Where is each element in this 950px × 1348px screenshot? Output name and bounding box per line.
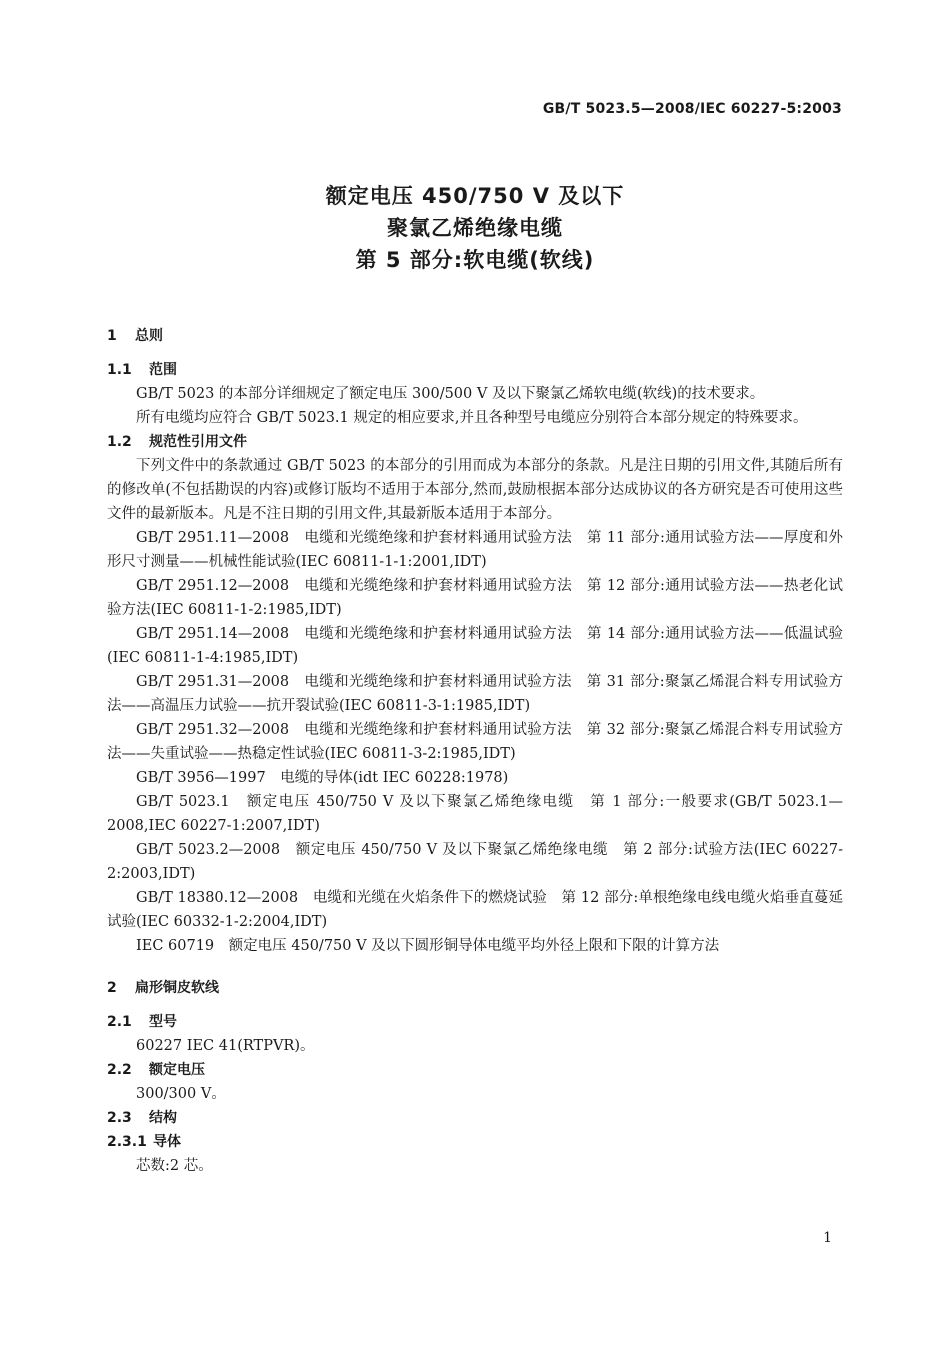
section-1-heading <box>107 324 843 348</box>
reference-item: GB/T 2951.12—2008 电缆和光缆绝缘和护套材料通用试验方法 第 12 部分:通用试验方法——热老化试验方法(IEC 60811-1-2:1985,IDT) <box>107 578 843 618</box>
reference-item: GB/T 2951.31—2008 电缆和光缆绝缘和护套材料通用试验方法 第 31 部分:聚氯乙烯混合料专用试验方法——高温压力试验——抗开裂试验(IEC 60811-3-1:1985,IDT) <box>107 674 843 714</box>
section-number: 1 <box>107 328 117 344</box>
section-title: 导体 <box>153 1134 181 1150</box>
section-number: 2 <box>107 980 117 996</box>
section-title: 范围 <box>149 362 177 378</box>
paragraph: 300/300 V。 <box>136 1086 226 1102</box>
document-body <box>107 320 843 1178</box>
page-number: 1 <box>823 1230 832 1246</box>
standard-code: GB/T 5023.5—2008/IEC 60227-5:2003 <box>542 101 842 117</box>
reference-item: GB/T 5023.1 额定电压 450/750 V 及以下聚氯乙烯绝缘电缆 第 1 部分:一般要求(GB/T 5023.1—2008,IEC 60227-1:2007,IDT) <box>107 794 843 834</box>
section-title: 额定电压 <box>149 1062 205 1078</box>
section-title: 结构 <box>149 1110 177 1126</box>
title-line-2: 聚氯乙烯绝缘电缆 <box>387 216 563 240</box>
section-number: 1.2 <box>107 434 132 450</box>
section-2-2-heading <box>107 1058 843 1082</box>
section-2-heading <box>107 976 843 1000</box>
section-title: 扁形铜皮软线 <box>135 980 219 996</box>
section-1-2-heading <box>107 430 843 454</box>
reference-item: GB/T 2951.11—2008 电缆和光缆绝缘和护套材料通用试验方法 第 11 部分:通用试验方法——厚度和外形尺寸测量——机械性能试验(IEC 60811-1-1:2001,IDT) <box>107 530 843 570</box>
section-2-1-heading <box>107 1010 843 1034</box>
paragraph: 60227 IEC 41(RTPVR)。 <box>136 1038 315 1054</box>
section-title: 规范性引用文件 <box>149 434 247 450</box>
reference-item: GB/T 2951.32—2008 电缆和光缆绝缘和护套材料通用试验方法 第 32 部分:聚氯乙烯混合料专用试验方法——失重试验——热稳定性试验(IEC 60811-3-2:1985,IDT) <box>107 722 843 762</box>
paragraph: 芯数:2 芯。 <box>136 1158 213 1174</box>
section-number: 1.1 <box>107 362 132 378</box>
section-2-3-1-heading <box>107 1130 843 1154</box>
document-title <box>0 180 950 276</box>
paragraph: 所有电缆均应符合 GB/T 5023.1 规定的相应要求,并且各种型号电缆应分别符合本部分规定的特殊要求。 <box>136 410 808 426</box>
section-number: 2.1 <box>107 1014 132 1030</box>
title-line-1: 额定电压 450/750 V 及以下 <box>325 184 625 208</box>
section-1-1-heading <box>107 358 843 382</box>
section-number: 2.3 <box>107 1110 132 1126</box>
reference-item: GB/T 2951.14—2008 电缆和光缆绝缘和护套材料通用试验方法 第 14 部分:通用试验方法——低温试验(IEC 60811-1-4:1985,IDT) <box>107 626 843 666</box>
section-number: 2.3.1 <box>107 1134 147 1150</box>
paragraph: 下列文件中的条款通过 GB/T 5023 的本部分的引用而成为本部分的条款。凡是注日期的引用文件,其随后所有的修改单(不包括勘误的内容)或修订版均不适用于本部分,然而,鼓励根据本部分达成协议的各方研究是否可使用这些文件的最新版本。凡是不注日期的引用文件,其最新版本适用于本部分。 <box>107 458 843 522</box>
section-2-3-heading <box>107 1106 843 1130</box>
section-title: 型号 <box>149 1014 177 1030</box>
reference-item: GB/T 3956—1997 电缆的导体(idt IEC 60228:1978) <box>136 770 509 786</box>
reference-item: GB/T 5023.2—2008 额定电压 450/750 V 及以下聚氯乙烯绝缘电缆 第 2 部分:试验方法(IEC 60227-2:2003,IDT) <box>107 842 843 882</box>
title-line-3: 第 5 部分:软电缆(软线) <box>355 248 595 272</box>
paragraph: GB/T 5023 的本部分详细规定了额定电压 300/500 V 及以下聚氯乙烯软电缆(软线)的技术要求。 <box>136 386 765 402</box>
section-title: 总则 <box>135 328 163 344</box>
reference-item: GB/T 18380.12—2008 电缆和光缆在火焰条件下的燃烧试验 第 12 部分:单根绝缘电线电缆火焰垂直蔓延试验(IEC 60332-1-2:2004,IDT) <box>107 890 843 930</box>
reference-item: IEC 60719 额定电压 450/750 V 及以下圆形铜导体电缆平均外径上限和下限的计算方法 <box>136 938 720 954</box>
section-number: 2.2 <box>107 1062 132 1078</box>
